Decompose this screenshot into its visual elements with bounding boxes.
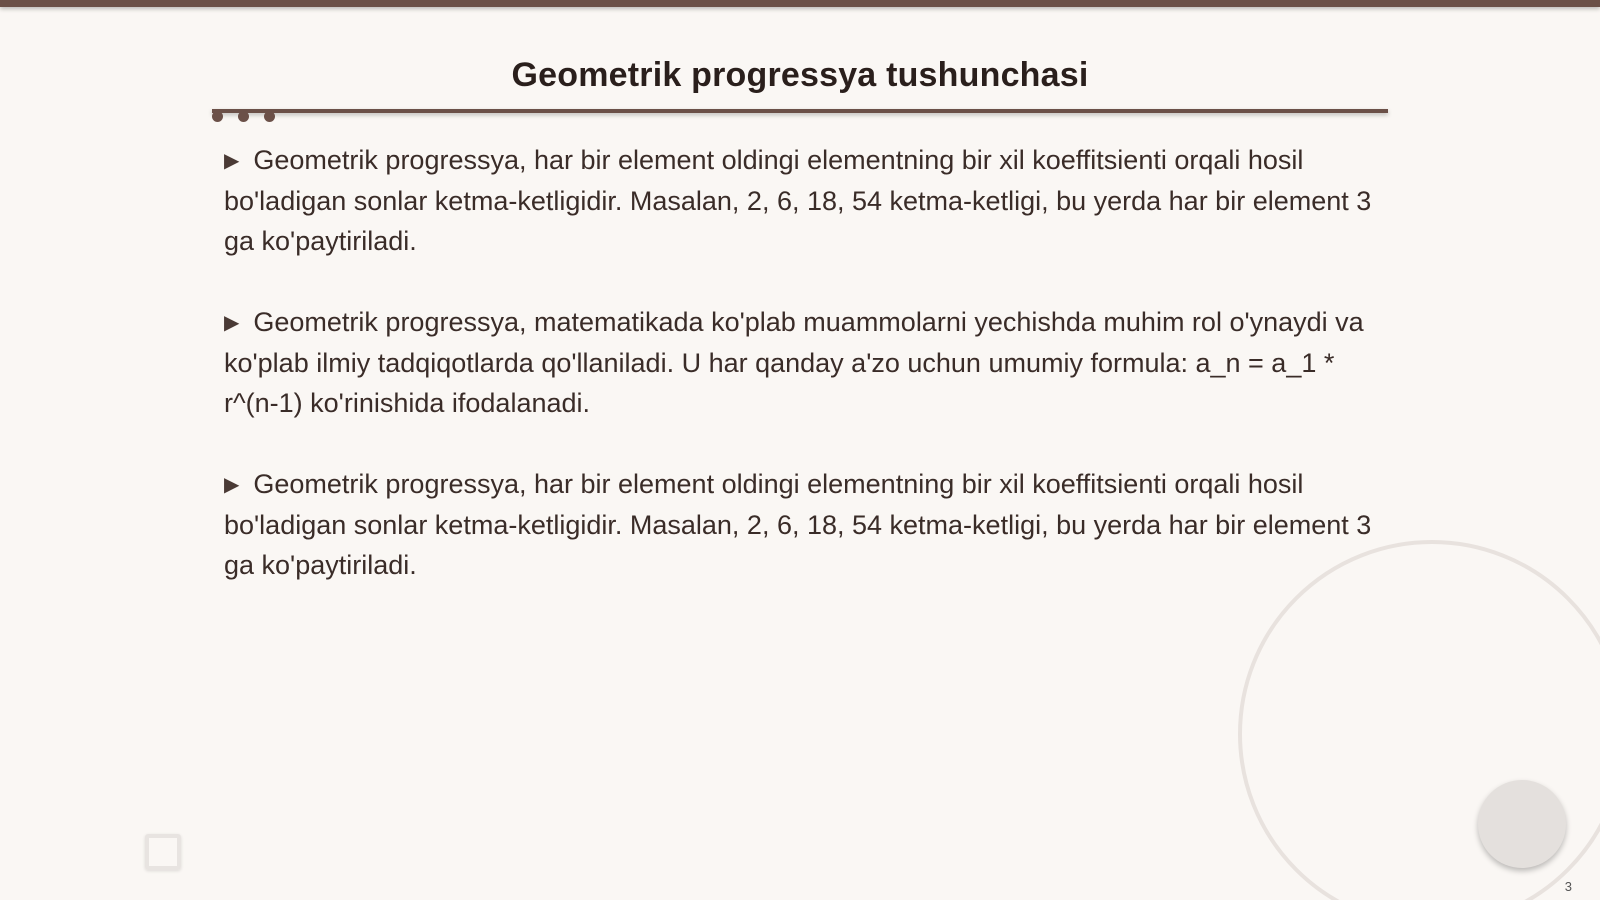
bullet-item xyxy=(224,302,1388,423)
bullet-list xyxy=(224,140,1388,626)
bullet-text: Geometrik progressya, matematikada ko'plab muammolarni yechishda muhim rol o'ynaydi va ko'plab ilmiy tadqiqotlarda qo'llaniladi. U har qanday a'zo uchun umumiy formula: a_n = a_1 * r^(n-1) ko'rinishida ifodalanadi. xyxy=(224,307,1364,418)
bullet-item xyxy=(224,140,1388,261)
top-accent-bar xyxy=(0,0,1600,7)
triangle-bullet-icon: ▶ xyxy=(224,474,240,496)
bullet-text: Geometrik progressya, har bir element oldingi elementning bir xil koeffitsienti orqali hosil bo'ladigan sonlar ketma-ketligidir. Masalan, 2, 6, 18, 54 ketma-ketligi, bu yerda har bir element 3 ga ko'paytiriladi. xyxy=(224,469,1372,580)
decorative-dot xyxy=(212,111,223,122)
decorative-circle xyxy=(1478,780,1566,868)
triangle-bullet-icon: ▶ xyxy=(224,312,240,334)
decorative-dot xyxy=(238,111,249,122)
title-underline xyxy=(212,109,1388,113)
triangle-bullet-icon: ▶ xyxy=(224,150,240,172)
bullet-item xyxy=(224,464,1388,585)
decorative-square xyxy=(145,834,181,870)
decorative-dot xyxy=(264,111,275,122)
bullet-text: Geometrik progressya, har bir element oldingi elementning bir xil koeffitsienti orqali hosil bo'ladigan sonlar ketma-ketligidir. Masalan, 2, 6, 18, 54 ketma-ketligi, bu yerda har bir element 3 ga ko'paytiriladi. xyxy=(224,145,1372,256)
slide-title: Geometrik progressya tushunchasi xyxy=(511,56,1089,94)
page-number: 3 xyxy=(1564,879,1572,894)
